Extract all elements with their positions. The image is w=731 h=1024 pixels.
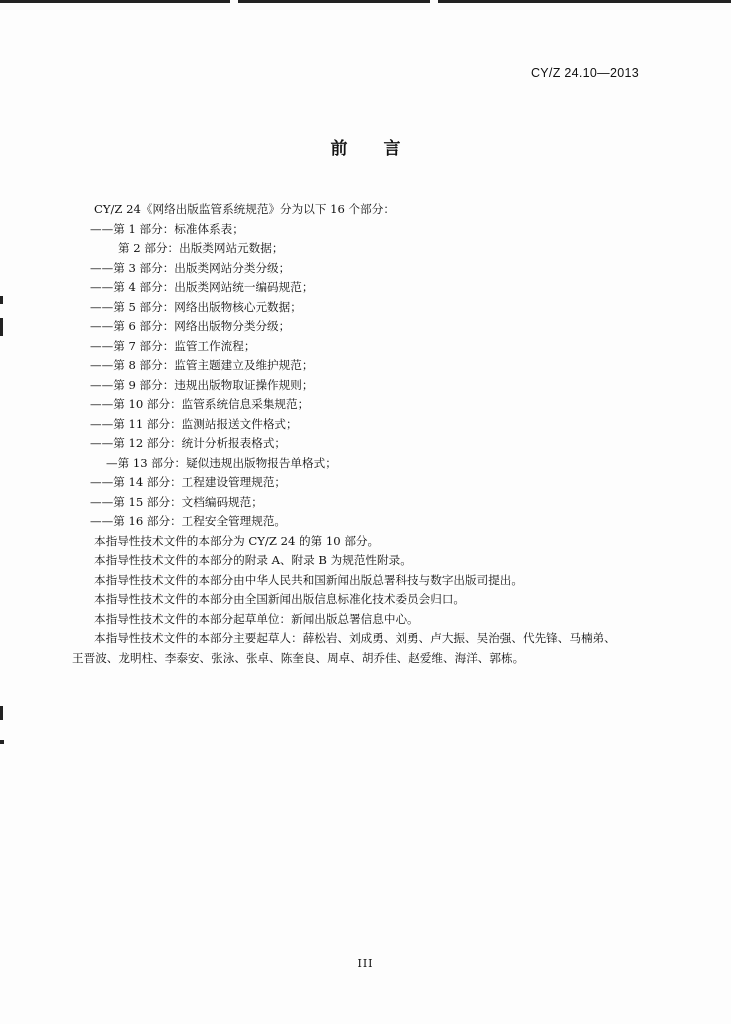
foreword-body xyxy=(72,200,652,668)
paragraph: 本指导性技术文件的本部分由中华人民共和国新闻出版总署科技与数字出版司提出。 xyxy=(94,572,523,587)
top-border-gap xyxy=(430,0,438,3)
paragraph: 本指导性技术文件的本部分的附录 A、附录 B 为规范性附录。 xyxy=(94,553,412,567)
top-border-gap xyxy=(230,0,238,3)
document-code: CY/Z 24.10—2013 xyxy=(530,66,639,80)
part-item: ——第 16 部分：工程安全管理规范。 xyxy=(90,514,287,528)
part-item: ——第 1 部分：标准体系表； xyxy=(90,221,244,236)
scan-edge-mark xyxy=(0,706,3,720)
page-number: III xyxy=(357,957,374,970)
scan-edge-mark xyxy=(0,296,3,304)
scan-edge-mark xyxy=(0,740,4,744)
part-item: ——第 5 部分：网络出版物核心元数据； xyxy=(90,299,302,314)
part-item: ——第 6 部分：网络出版物分类分级； xyxy=(90,319,291,333)
drafters-paragraph-continued: 王晋波、龙明柱、李泰安、张泳、张卓、陈奎良、周卓、胡乔佳、赵爱维、海洋、郭栋。 xyxy=(72,650,525,665)
part-item: ——第 10 部分：监管系统信息采集规范； xyxy=(90,397,310,411)
part-item: ——第 7 部分：监管工作流程； xyxy=(90,338,256,353)
page-title: 前言 xyxy=(330,139,437,159)
part-item: —第 13 部分：疑似违规出版物报告单格式； xyxy=(106,455,337,470)
part-item: ——第 4 部分：出版类网站统一编码规范； xyxy=(90,280,314,294)
scan-edge-mark xyxy=(0,318,3,336)
top-border-rule xyxy=(0,0,731,3)
part-item: ——第 11 部分：监测站报送文件格式； xyxy=(90,416,298,431)
intro-line: CY/Z 24《网络出版监管系统规范》分为以下 16 个部分： xyxy=(94,202,395,216)
paragraph: 本指导性技术文件的本部分起草单位：新闻出版总署信息中心。 xyxy=(94,611,419,626)
drafters-paragraph: 本指导性技术文件的本部分主要起草人：薛松岩、刘成勇、刘勇、卢大振、吴治强、代先锋、马楠弟、 xyxy=(94,631,616,645)
part-item: ——第 9 部分：违规出版物取证操作规则； xyxy=(90,377,314,392)
part-item: ——第 8 部分：监管主题建立及维护规范； xyxy=(90,358,314,372)
part-item: ——第 3 部分：出版类网站分类分级； xyxy=(90,260,291,275)
paragraph: 本指导性技术文件的本部分由全国新闻出版信息标准化技术委员会归口。 xyxy=(94,592,466,606)
part-item: ——第 14 部分：工程建设管理规范； xyxy=(90,475,287,489)
part-item: ——第 12 部分：统计分析报表格式； xyxy=(90,436,287,450)
part-item: ——第 15 部分：文档编码规范； xyxy=(90,494,263,509)
paragraph: 本指导性技术文件的本部分为 CY/Z 24 的第 10 部分。 xyxy=(94,533,380,548)
part-item: 第 2 部分：出版类网站元数据； xyxy=(118,241,284,255)
